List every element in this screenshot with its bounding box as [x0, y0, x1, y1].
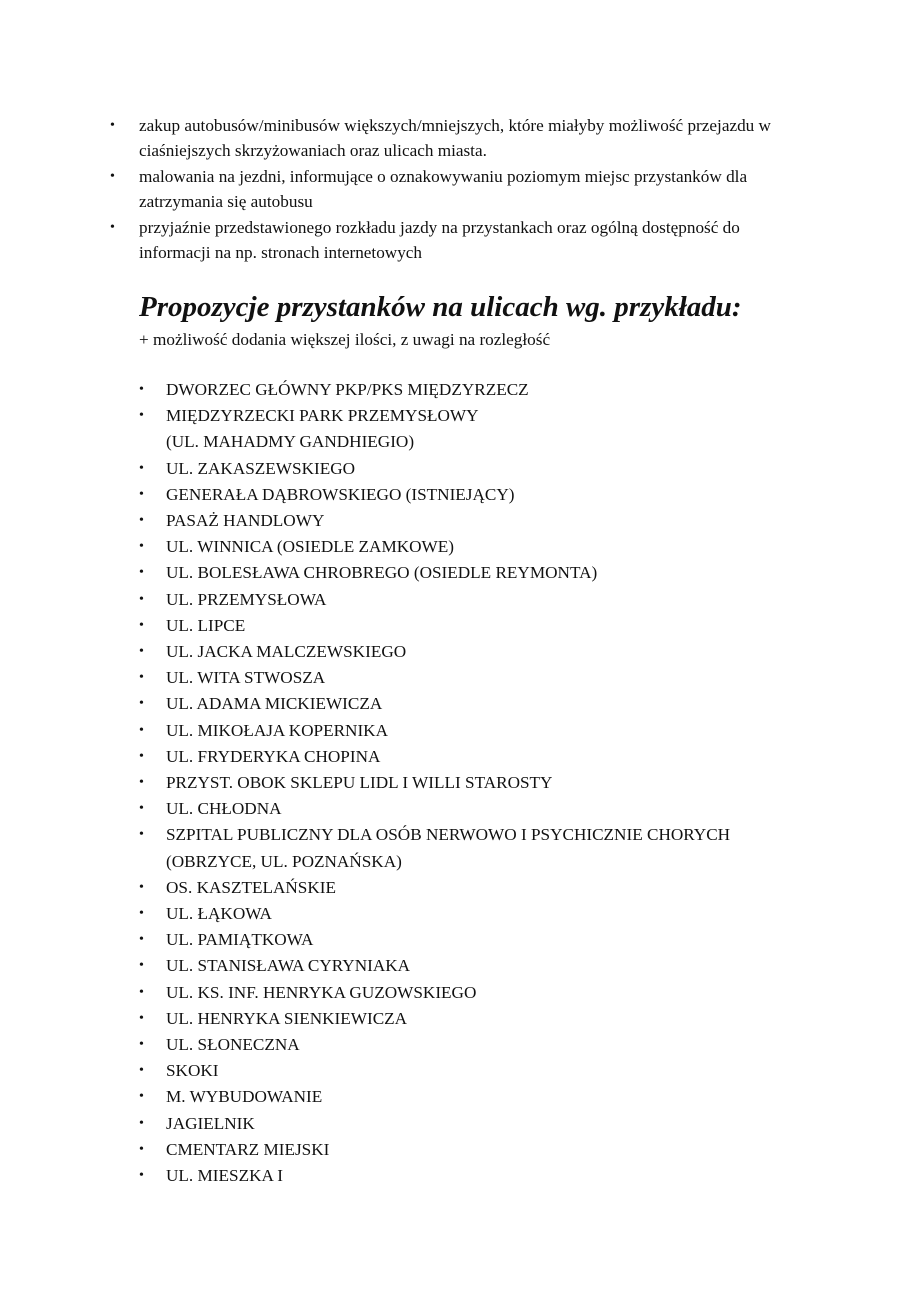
- bus-stop-item: [139, 1058, 839, 1084]
- bus-stop-name: UL. LIPCE: [166, 615, 246, 635]
- list-item: [110, 164, 840, 214]
- intro-bullet-list: [110, 113, 840, 266]
- bus-stop-name: OS. KASZTELAŃSKIE: [166, 877, 336, 897]
- bullet-icon: •: [139, 670, 144, 686]
- section-heading: Propozycje przystanków na ulicach wg. przykładu:: [139, 291, 742, 323]
- bullet-icon: •: [139, 1037, 144, 1053]
- bus-stop-item: [139, 403, 839, 455]
- bus-stop-item: [139, 953, 839, 979]
- bus-stop-item: [139, 613, 839, 639]
- bus-stop-item: [139, 822, 839, 874]
- list-item-text: przyjaźnie przedstawionego rozkładu jazdy na przystankach oraz ogólną dostępność do: [139, 218, 740, 237]
- bullet-icon: •: [139, 775, 144, 791]
- bullet-icon: •: [139, 565, 144, 581]
- bullet-icon: •: [139, 722, 144, 738]
- bus-stop-name: UL. SŁONECZNA: [166, 1035, 300, 1055]
- bus-stop-name: UL. ZAKASZEWSKIEGO: [166, 458, 356, 478]
- list-item: [110, 215, 840, 265]
- bus-stop-item: [139, 718, 839, 744]
- bullet-icon: •: [139, 958, 144, 974]
- bus-stop-item: [139, 665, 839, 691]
- bullet-icon: •: [139, 513, 144, 529]
- bullet-icon: •: [139, 984, 144, 1000]
- bus-stop-item: [139, 901, 839, 927]
- bus-stop-list: [139, 377, 839, 1189]
- bus-stop-name: UL. PAMIĄTKOWA: [166, 930, 314, 950]
- bullet-icon: •: [139, 696, 144, 712]
- bus-stop-name: JAGIELNIK: [166, 1113, 255, 1133]
- bullet-icon: •: [139, 1141, 144, 1157]
- bus-stop-item: [139, 1111, 839, 1137]
- bus-stop-item: [139, 1084, 839, 1110]
- bus-stop-name: UL. WINNICA (OSIEDLE ZAMKOWE): [166, 537, 454, 557]
- bullet-icon: •: [110, 169, 115, 184]
- bus-stop-item: [139, 744, 839, 770]
- bullet-icon: •: [139, 460, 144, 476]
- bus-stop-item: [139, 1006, 839, 1032]
- bullet-icon: •: [139, 932, 144, 948]
- bus-stop-name-detail: (UL. MAHADMY GANDHIEGIO): [166, 432, 415, 452]
- bus-stop-item: [139, 534, 839, 560]
- bus-stop-item: [139, 980, 839, 1006]
- list-item-text: zatrzymania się autobusu: [139, 192, 313, 211]
- bus-stop-name: UL. JACKA MALCZEWSKIEGO: [166, 642, 407, 662]
- bus-stop-name: UL. KS. INF. HENRYKA GUZOWSKIEGO: [166, 982, 477, 1002]
- bullet-icon: •: [139, 879, 144, 895]
- bus-stop-item: [139, 482, 839, 508]
- bullet-icon: •: [110, 220, 115, 235]
- bus-stop-item: [139, 377, 839, 403]
- bullet-icon: •: [110, 118, 115, 133]
- bus-stop-item: [139, 875, 839, 901]
- bullet-icon: •: [139, 827, 144, 843]
- bus-stop-name: GENERAŁA DĄBROWSKIEGO (ISTNIEJĄCY): [166, 484, 515, 504]
- bus-stop-name: PASAŻ HANDLOWY: [166, 511, 325, 531]
- list-item-text: informacji na np. stronach internetowych: [139, 243, 423, 262]
- bus-stop-name: UL. WITA STWOSZA: [166, 668, 326, 688]
- bus-stop-name: UL. PRZEMYSŁOWA: [166, 589, 327, 609]
- bus-stop-item: [139, 1137, 839, 1163]
- bus-stop-name: DWORZEC GŁÓWNY PKP/PKS MIĘDZYRZECZ: [166, 380, 529, 399]
- bullet-icon: •: [139, 1168, 144, 1184]
- list-item-text: malowania na jezdni, informujące o oznakowywaniu poziomym miejsc przystanków dla: [139, 167, 748, 186]
- bus-stop-name: SKOKI: [166, 1061, 219, 1081]
- bullet-icon: •: [139, 486, 144, 502]
- list-item-text: zakup autobusów/minibusów większych/mniejszych, które miałyby możliwość przejazdu w: [139, 116, 771, 135]
- bullet-icon: •: [139, 539, 144, 555]
- bus-stop-item: [139, 560, 839, 586]
- bus-stop-item: [139, 639, 839, 665]
- bus-stop-item: [139, 927, 839, 953]
- bus-stop-name: UL. MIKOŁAJA KOPERNIKA: [166, 720, 389, 740]
- bus-stop-name: UL. STANISŁAWA CYRYNIAKA: [166, 956, 411, 976]
- bullet-icon: •: [139, 1063, 144, 1079]
- bullet-icon: •: [139, 906, 144, 922]
- bullet-icon: •: [139, 1010, 144, 1026]
- bus-stop-name: MIĘDZYRZECKI PARK PRZEMYSŁOWY: [166, 406, 479, 426]
- bus-stop-item: [139, 456, 839, 482]
- bullet-icon: •: [139, 1089, 144, 1105]
- bus-stop-name: PRZYST. OBOK SKLEPU LIDL I WILLI STAROSTY: [166, 773, 553, 793]
- bullet-icon: •: [139, 1115, 144, 1131]
- bus-stop-name: M. WYBUDOWANIE: [166, 1087, 323, 1107]
- bus-stop-name: UL. BOLESŁAWA CHROBREGO (OSIEDLE REYMONTA): [166, 563, 598, 583]
- bullet-icon: •: [139, 591, 144, 607]
- section-subnote: + możliwość dodania większej ilości, z uwagi na rozległość: [139, 330, 551, 349]
- bus-stop-name: UL. MIESZKA I: [166, 1166, 283, 1186]
- bullet-icon: •: [139, 801, 144, 817]
- bullet-icon: •: [139, 382, 144, 397]
- bus-stop-item: [139, 1032, 839, 1058]
- bus-stop-name: UL. CHŁODNA: [166, 799, 282, 819]
- bullet-icon: •: [139, 617, 144, 633]
- bus-stop-name: CMENTARZ MIEJSKI: [166, 1139, 330, 1159]
- bullet-icon: •: [139, 644, 144, 660]
- bus-stop-name: UL. HENRYKA SIENKIEWICZA: [166, 1008, 408, 1028]
- bus-stop-name: UL. FRYDERYKA CHOPINA: [166, 746, 381, 766]
- bus-stop-item: [139, 1163, 839, 1189]
- bus-stop-name: SZPITAL PUBLICZNY DLA OSÓB NERWOWO I PSYCHICZNIE CHORYCH: [166, 825, 731, 845]
- bus-stop-item: [139, 587, 839, 613]
- list-item: [110, 113, 840, 163]
- bullet-icon: •: [139, 748, 144, 764]
- bus-stop-item: [139, 508, 839, 534]
- bus-stop-item: [139, 691, 839, 717]
- bus-stop-item: [139, 796, 839, 822]
- bus-stop-name: UL. ŁĄKOWA: [166, 904, 272, 924]
- bullet-icon: •: [139, 408, 144, 424]
- list-item-text: ciaśniejszych skrzyżowaniach oraz ulicach miasta.: [139, 141, 487, 160]
- bus-stop-name-detail: (OBRZYCE, UL. POZNAŃSKA): [166, 851, 402, 871]
- bus-stop-item: [139, 770, 839, 796]
- bus-stop-name: UL. ADAMA MICKIEWICZA: [166, 694, 383, 714]
